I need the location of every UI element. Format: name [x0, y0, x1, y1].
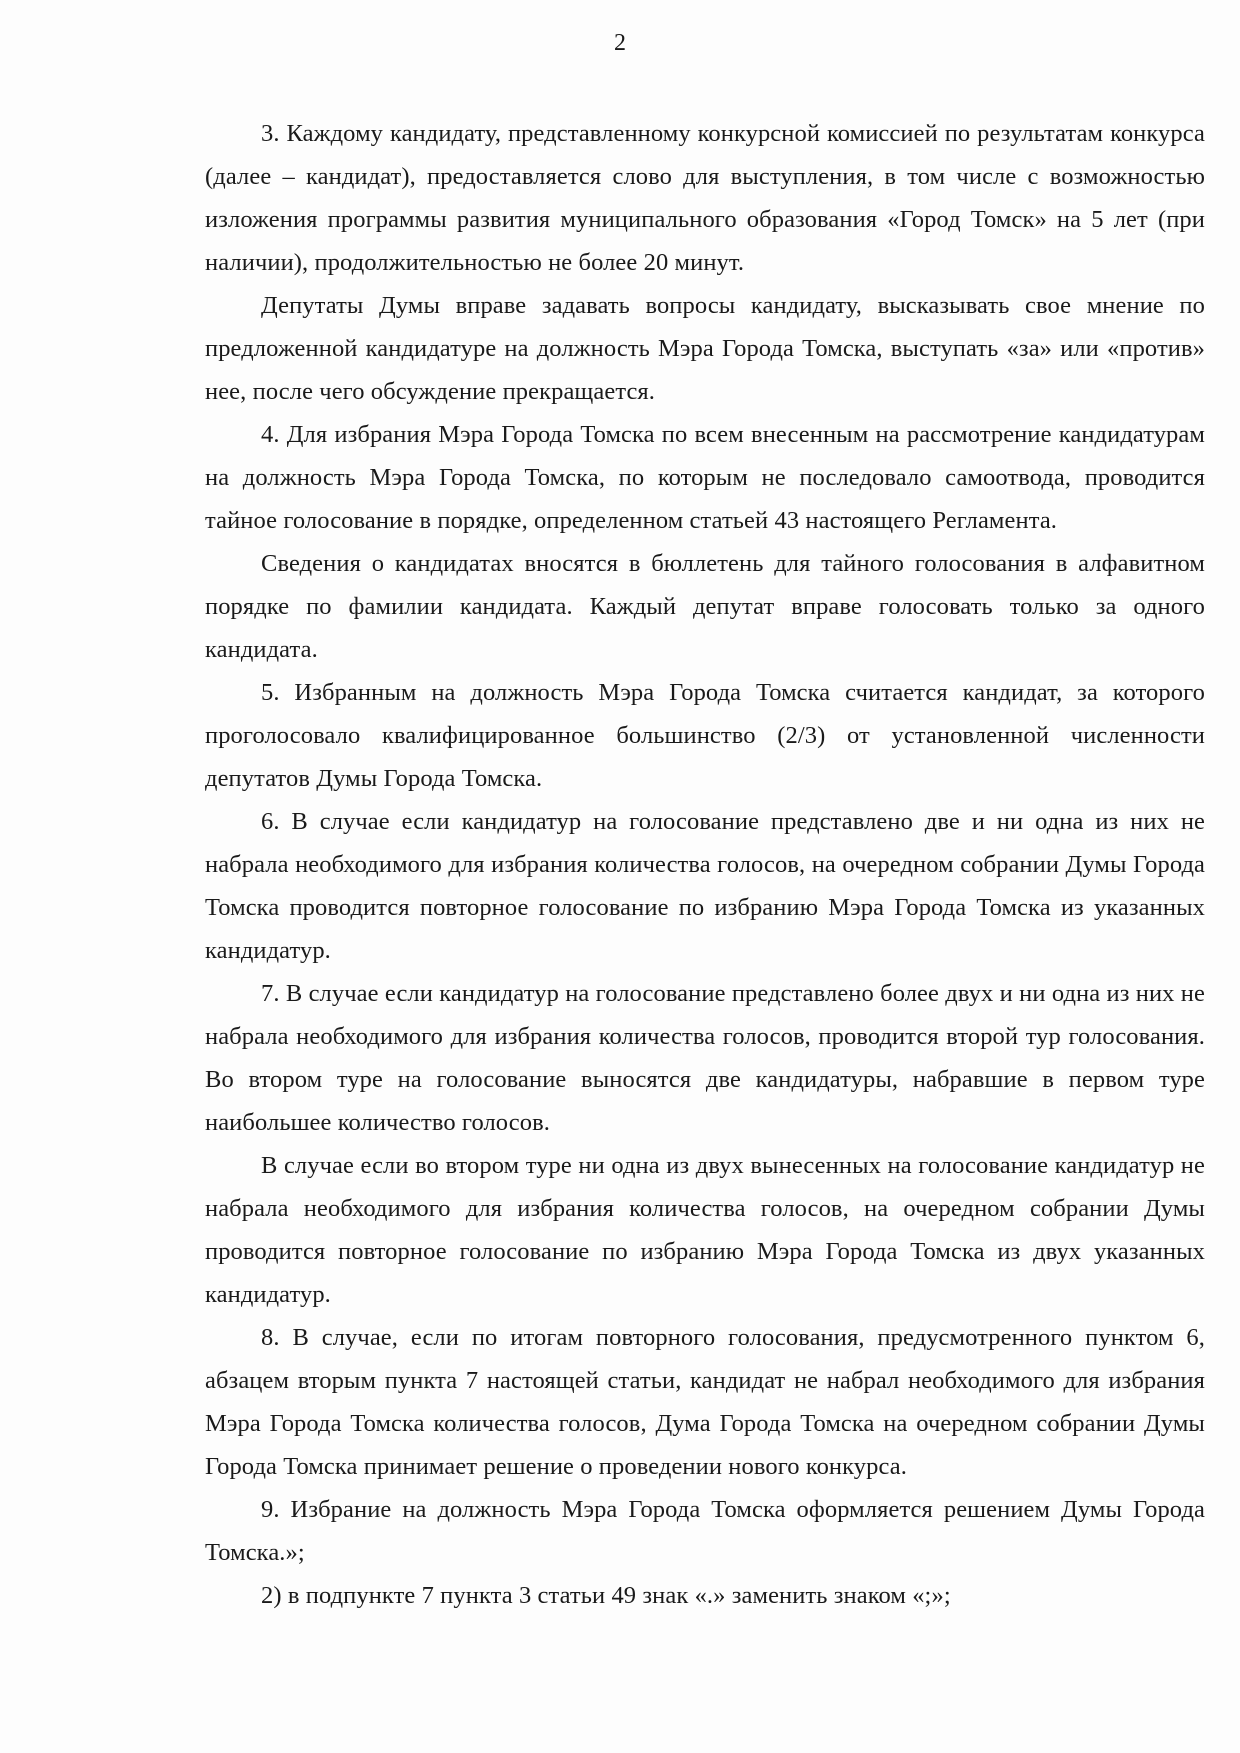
paragraph-second-round: В случае если во втором туре ни одна из двух вынесенных на голосование кандидатур не набрала необходимого для избрания количества голосов, на очередном собрании Думы проводится повторное голосование по избранию Мэра Города Томска из двух указанных кандидатур. [205, 1152, 1205, 1308]
paragraph-item-8: 8. В случае, если по итогам повторного голосования, предусмотренного пунктом 6, абзацем вторым пункта 7 настоящей статьи, кандидат не набрал необходимого для избрания Мэра Города Томска количества голосов, Дума Города Томска на очередном собрании Думы Города Томска принимает решение о проведении нового конкурса. [205, 1324, 1205, 1480]
page-number: 2 [614, 30, 626, 56]
paragraph-item-5: 5. Избранным на должность Мэра Города Томска считается кандидат, за которого проголосовало квалифицированное большинство (2/3) от установленной численности депутатов Думы Города Томска. [205, 679, 1205, 792]
paragraph-item-4: 4. Для избрания Мэра Города Томска по всем внесенным на рассмотрение кандидатурам на должность Мэра Города Томска, по которым не последовало самоотвода, проводится тайное голосование в порядке, определенном статьей 43 настоящего Регламента. [205, 421, 1205, 534]
paragraph-item-9: 9. Избрание на должность Мэра Города Томска оформляется решением Думы Города Томска.»; [205, 1496, 1205, 1566]
paragraph-item-7: 7. В случае если кандидатур на голосование представлено более двух и ни одна из них не набрала необходимого для избрания количества голосов, проводится второй тур голосования. Во втором туре на голосование выносятся две кандидатуры, набравшие в первом туре наибольшее количество голосов. [205, 980, 1205, 1136]
paragraph-ballot-info: Сведения о кандидатах вносятся в бюллетень для тайного голосования в алфавитном порядке по фамилии кандидата. Каждый депутат вправе голосовать только за одного кандидата. [205, 550, 1205, 663]
paragraph-deputies-questions: Депутаты Думы вправе задавать вопросы кандидату, высказывать свое мнение по предложенной кандидатуре на должность Мэра Города Томска, выступать «за» или «против» нее, после чего обсуждение прекращается. [205, 292, 1205, 405]
paragraph-item-6: 6. В случае если кандидатур на голосование представлено две и ни одна из них не набрала необходимого для избрания количества голосов, на очередном собрании Думы Города Томска проводится повторное голосование по избранию Мэра Города Томска из указанных кандидатур. [205, 808, 1205, 964]
document-body [205, 112, 1205, 1617]
paragraph-subitem-2: 2) в подпункте 7 пункта 3 статьи 49 знак «.» заменить знаком «;»; [261, 1582, 951, 1609]
paragraph-item-3: 3. Каждому кандидату, представленному конкурсной комиссией по результатам конкурса (далее – кандидат), предоставляется слово для выступления, в том числе с возможностью изложения программы развития муниципального образования «Город Томск» на 5 лет (при наличии), продолжительностью не более 20 минут. [205, 120, 1205, 276]
